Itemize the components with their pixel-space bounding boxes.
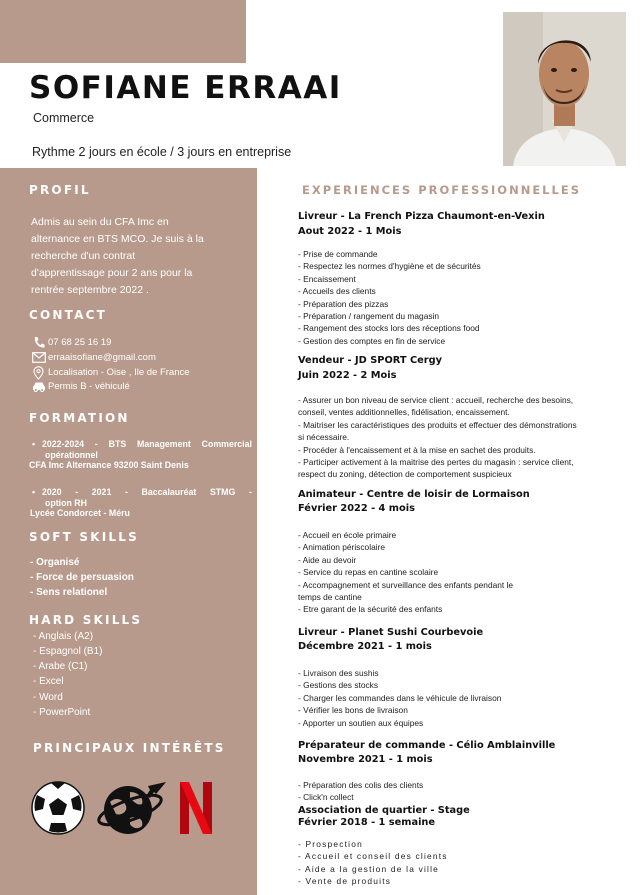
job-title: Livreur - Planet Sushi Courbevoie: [298, 627, 484, 638]
job-title: Vendeur - JD SPORT Cergy: [298, 355, 443, 366]
soft-skill-item: - Organisé: [30, 557, 80, 568]
hard-skill-item: - Arabe (C1): [33, 661, 88, 672]
contact-email[interactable]: erraaisofiane@gmail.com: [31, 351, 156, 364]
location-pin-icon: [31, 366, 46, 379]
job-tasks: - Livraison des sushis - Gestions des stocks - Charger les commandes dans le véhicule de livraison - Vérifier les bons de livraison - Apporter un soutien aux équipes: [298, 668, 502, 728]
job-date: Février 2022 - 4 mois: [298, 503, 415, 514]
job-date: Novembre 2021 - 1 mois: [298, 754, 433, 765]
experiences-title: EXPERIENCES PROFESSIONNELLES: [302, 183, 581, 197]
job-date: Février 2018 - 1 semaine: [298, 817, 436, 828]
job-date: Juin 2022 - 2 Mois: [298, 370, 397, 381]
formation-item-bts: • 2022-2024 - BTS Management Commercial opérationnel CFA Imc Alternance 93200 Saint Denis: [29, 439, 252, 470]
job-title: Animateur - Centre de loisir de Lormaison: [298, 489, 530, 500]
contact-phone[interactable]: 07 68 25 16 19: [31, 336, 111, 349]
profil-title: PROFIL: [29, 183, 91, 197]
job-tasks: - Prise de commande - Respectez les normes d'hygiène et de sécurités - Encaissement - Accueils des clients - Préparation des pizzas - Préparation / rangement du magasin - Rangement des stocks lors des réceptions food - Gestion des comptes en fin de service: [298, 249, 481, 346]
contact-location: Localisation - Oise , Ile de France: [31, 366, 190, 379]
job-date: Décembre 2021 - 1 mois: [298, 641, 432, 652]
hard-skill-item: - Word: [33, 692, 63, 703]
formation-item-bac: • 2020 - 2021 - Baccalauréat STMG - option RH Lycée Condorcet - Méru: [30, 487, 252, 518]
job-tasks: - Prospection - Accueil et conseil des clients - Aide a la gestion de la ville - Vente de produits: [298, 839, 448, 887]
soccer-ball-icon: [31, 781, 85, 840]
profile-photo: [503, 12, 626, 166]
header-accent-block: [0, 0, 246, 63]
job-title: Association de quartier - Stage: [298, 805, 470, 816]
hard-skill-item: - Anglais (A2): [33, 631, 94, 642]
mail-icon: [31, 351, 46, 364]
formation-title: FORMATION: [29, 411, 130, 425]
travel-plane-icon: [96, 780, 168, 841]
contact-title: CONTACT: [29, 308, 107, 322]
job-title: Livreur - La French Pizza Chaumont-en-Vexin: [298, 211, 545, 222]
alternance-rhythm: Rythme 2 jours en école / 3 jours en entreprise: [32, 145, 292, 159]
hard-skill-item: - Excel: [33, 676, 64, 687]
phone-icon: [31, 336, 46, 349]
car-icon: [31, 380, 46, 393]
soft-skills-title: SOFT SKILLS: [29, 530, 139, 544]
candidate-name: SOFIANE ERRAAI: [29, 70, 342, 106]
hard-skills-title: HARD SKILLS: [29, 613, 143, 627]
candidate-subtitle: Commerce: [33, 111, 95, 125]
netflix-logo: [180, 782, 212, 839]
job-tasks: - Accueil en école primaire - Animation périscolaire - Aide au devoir - Service du repas en cantine scolaire - Accompagnement et surveillance des enfants pendant le temps de cantine - Etre garant de la sécurité des enfants: [298, 530, 514, 615]
interests-title: PRINCIPAUX INTÉRÊTS: [33, 741, 226, 755]
profil-text: Admis au sein du CFA Imc en alternance en BTS MCO. Je suis à la recherche d'un contrat d'apprentissage pour 2 ans pour la rentrée septembre 2022 .: [31, 216, 204, 296]
job-date: Aout 2022 - 1 Mois: [298, 226, 402, 237]
job-tasks: - Assurer un bon niveau de service client : accueil, recherche des besoins, conseil, ventes additionnelles, fidélisation, encaissement. - Maitriser les caractéristiques des produits et effectuer des démonstrations si nécessaire. - Procéder à l'encaissement et à la mise en sachet des produits. - Participer activement à la maitrise des pertes du magasin : service client, respect du zoning, détection de comportement suspicieux: [298, 395, 577, 480]
contact-permit: Permis B - véhiculé: [31, 380, 130, 393]
soft-skill-item: - Sens relationel: [30, 587, 108, 598]
soft-skill-item: - Force de persuasion: [30, 572, 134, 583]
hard-skill-item: - PowerPoint: [33, 707, 91, 718]
job-tasks: - Préparation des colis des clients - Click'n collect: [298, 780, 424, 803]
hard-skill-item: - Espagnol (B1): [33, 646, 103, 657]
job-title: Préparateur de commande - Célio Amblainville: [298, 740, 556, 751]
